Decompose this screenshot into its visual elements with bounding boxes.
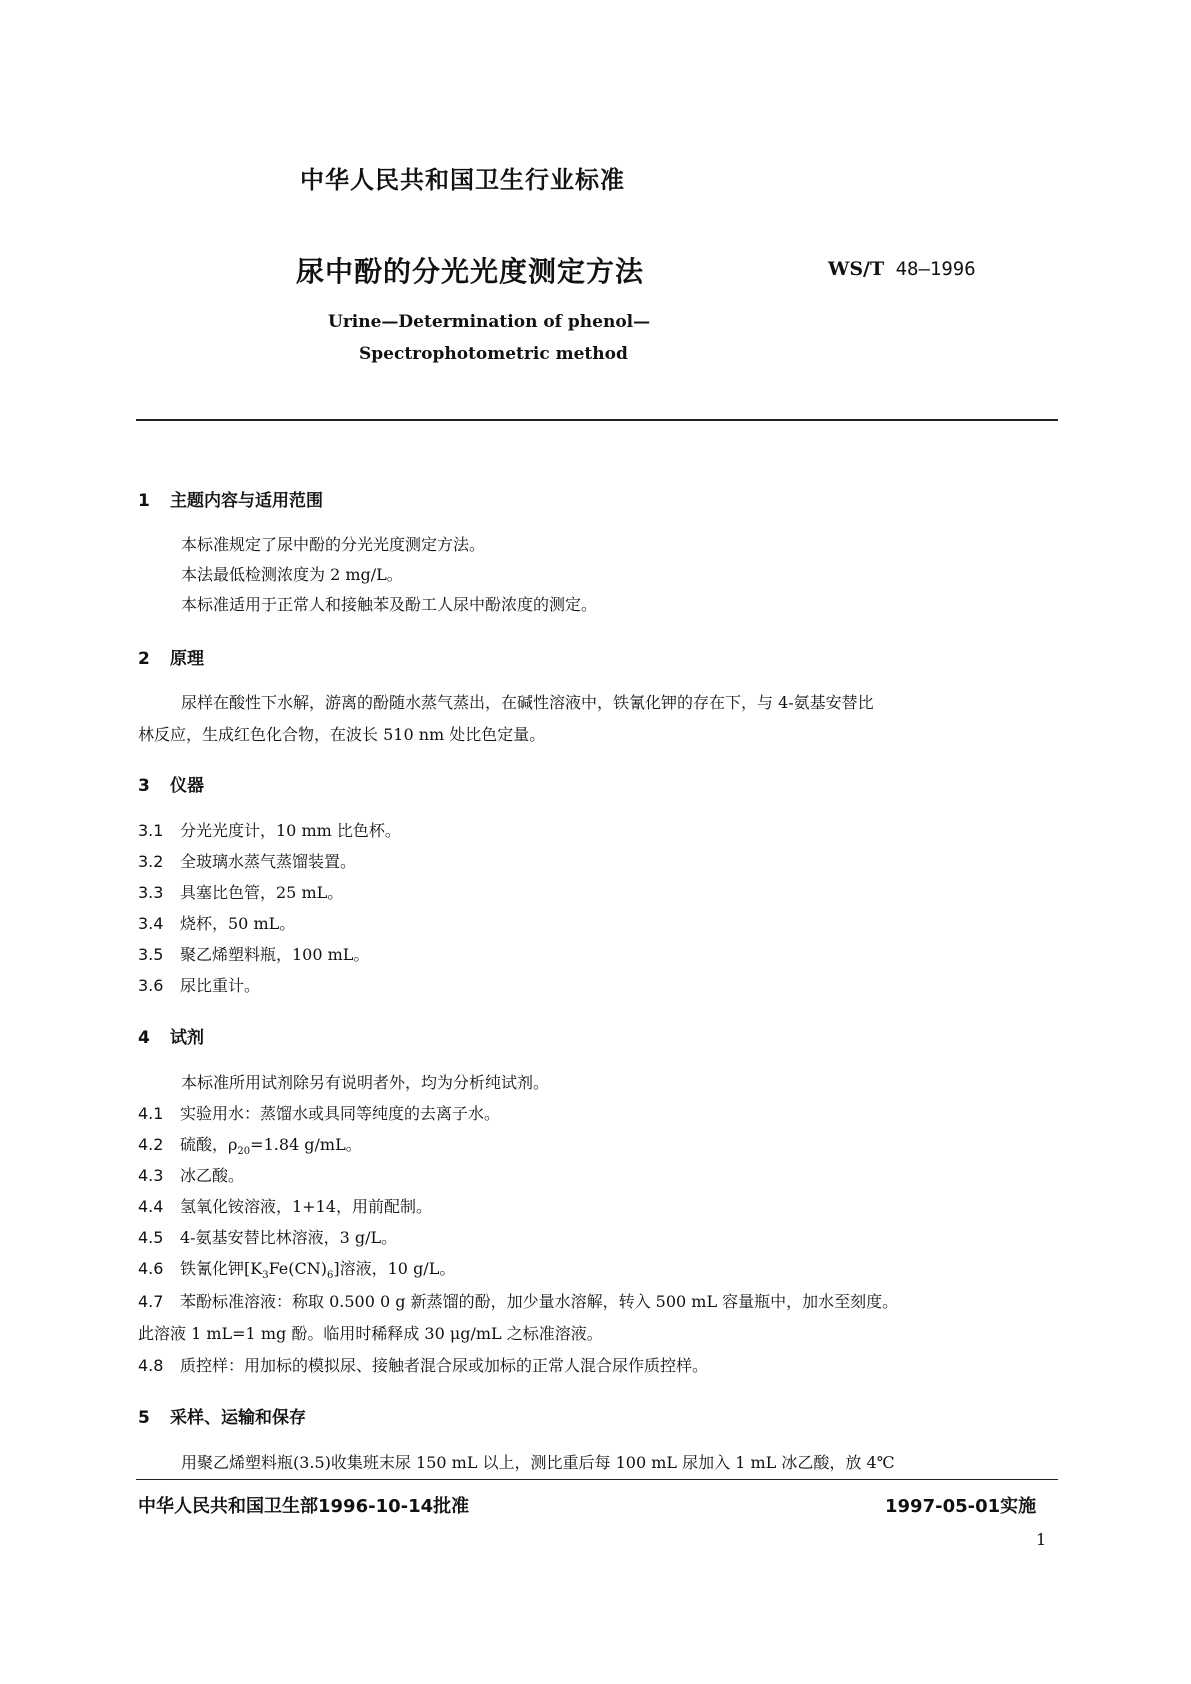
section-5-title: 采样、运输和保存 xyxy=(170,1408,306,1428)
section-1-number: 1 xyxy=(138,491,150,511)
list-item: 4.2 硫酸，$\rho_{20}=1.84$ g/mL。 xyxy=(138,1135,362,1158)
list-item: 3.3 具塞比色管，25 mL。 xyxy=(138,883,344,902)
list-item-continuation: 此溶液 1 mL=1 mg 酚。临用时稀释成 30 μg/mL 之标准溶液。 xyxy=(138,1324,603,1343)
standard-code-number: 48—1996 xyxy=(895,258,976,280)
section-1-paragraph-2: 本法最低检测浓度为 2 mg/L。 xyxy=(181,565,403,584)
standard-code xyxy=(828,258,976,280)
implementation-date: 1997-05-01实施 xyxy=(885,1496,1037,1517)
section-1-paragraph-3: 本标准适用于正常人和接触苯及酚工人尿中酚浓度的测定。 xyxy=(181,595,598,614)
list-item: 3.5 聚乙烯塑料瓶，100 mL。 xyxy=(138,945,370,964)
section-4-title: 试剂 xyxy=(170,1028,204,1048)
section-1-title: 主题内容与适用范围 xyxy=(170,491,323,511)
section-4-intro: 本标准所用试剂除另有说明者外，均为分析纯试剂。 xyxy=(181,1073,550,1092)
page-number: 1 xyxy=(1036,1530,1047,1549)
section-3-number: 3 xyxy=(138,776,150,796)
section-3-heading xyxy=(138,771,204,796)
footer-divider xyxy=(136,1479,1058,1480)
section-5-paragraph-1: 用聚乙烯塑料瓶(3.5)收集班末尿 150 mL 以上，测比重后每 100 mL 尿加入 1 mL 冰乙酸，放 4℃ xyxy=(181,1453,895,1472)
section-2-heading xyxy=(138,644,204,669)
english-title-line-2: Spectrophotometric method xyxy=(359,344,628,364)
list-item: 3.2 全玻璃水蒸气蒸馏装置。 xyxy=(138,852,357,871)
document-title: 尿中酚的分光光度测定方法 xyxy=(296,255,645,288)
list-item: 4.1 实验用水：蒸馏水或具同等纯度的去离子水。 xyxy=(138,1104,501,1123)
list-item: 4.5 4-氨基安替比林溶液，3 g/L。 xyxy=(138,1228,398,1247)
list-item: 3.4 烧杯，50 mL。 xyxy=(138,914,296,933)
header-divider xyxy=(136,419,1058,421)
list-item: 4.3 冰乙酸。 xyxy=(138,1166,245,1185)
list-item: 4.7 苯酚标准溶液：称取 0.500 0 g 新蒸馏的酚，加少量水溶解，转入 500 mL 容量瓶中，加水至刻度。 xyxy=(138,1292,899,1311)
section-2-line-2: 林反应，生成红色化合物，在波长 510 nm 处比色定量。 xyxy=(138,725,546,744)
section-3-title: 仪器 xyxy=(170,776,204,796)
list-item: 4.4 氢氧化铵溶液，1+14，用前配制。 xyxy=(138,1197,432,1216)
list-item: 4.6 铁氰化钾$[K_3Fe(CN)_6]$溶液，10 g/L。 xyxy=(138,1259,456,1282)
section-5-heading xyxy=(138,1403,306,1428)
english-title-line-1: Urine—Determination of phenol— xyxy=(328,312,651,332)
section-5-number: 5 xyxy=(138,1408,150,1428)
approval-line: 中华人民共和国卫生部1996-10-14批准 xyxy=(138,1496,470,1517)
list-item: 4.8 质控样：用加标的模拟尿、接触者混合尿或加标的正常人混合尿作质控样。 xyxy=(138,1356,709,1375)
section-1-paragraph-1: 本标准规定了尿中酚的分光光度测定方法。 xyxy=(181,535,486,554)
section-4-number: 4 xyxy=(138,1028,150,1048)
list-item: 3.1 分光光度计，10 mm 比色杯。 xyxy=(138,821,401,840)
standard-code-prefix: WS/T xyxy=(828,258,885,280)
section-4-heading xyxy=(138,1023,204,1048)
section-1-heading xyxy=(138,486,323,511)
section-2-title: 原理 xyxy=(170,649,204,669)
section-2-number: 2 xyxy=(138,649,150,669)
issuing-organization: 中华人民共和国卫生行业标准 xyxy=(300,166,625,194)
section-2-line-1: 尿样在酸性下水解，游离的酚随水蒸气蒸出，在碱性溶液中，铁氰化钾的存在下，与 4-氨基安替比 xyxy=(181,693,874,712)
list-item: 3.6 尿比重计。 xyxy=(138,976,261,995)
